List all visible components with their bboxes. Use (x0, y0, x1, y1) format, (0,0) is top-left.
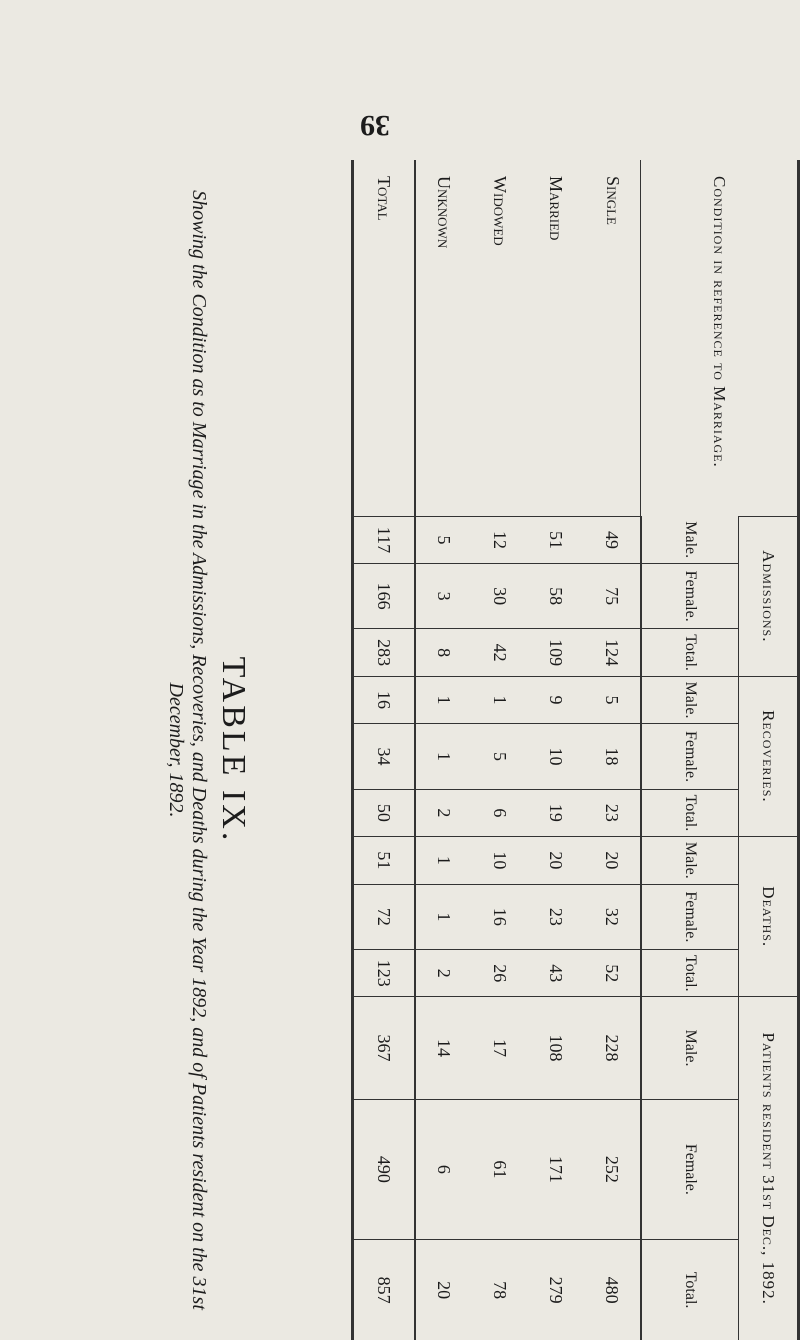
cell: 109 (528, 629, 584, 676)
cell: 10 (528, 724, 584, 789)
cell: 3 (415, 563, 472, 628)
cell: 279 (528, 1240, 584, 1340)
cell: 32 (584, 884, 641, 949)
cell: 20 (415, 1240, 472, 1340)
subhead-total: Total. (641, 950, 739, 997)
cell: 857 (353, 1240, 416, 1340)
cell: 1 (415, 724, 472, 789)
cell: 117 (353, 517, 416, 564)
subhead-male: Male. (641, 517, 739, 564)
cell: 52 (584, 950, 641, 997)
data-table-wrap (260, 160, 800, 1340)
cell: 61 (472, 1099, 528, 1240)
cell: 10 (472, 837, 528, 885)
group-patients-resident: Patients resident 31st Dec., 1892. (739, 997, 799, 1340)
subhead-male: Male. (641, 676, 739, 724)
cell: 20 (528, 837, 584, 885)
cell: 5 (472, 724, 528, 789)
cell: 1 (415, 837, 472, 885)
cell: 108 (528, 997, 584, 1099)
cell: 8 (415, 629, 472, 676)
marriage-condition-table (351, 160, 800, 1340)
cell: 23 (528, 884, 584, 949)
cell: 12 (472, 517, 528, 564)
cell: 228 (584, 997, 641, 1099)
cell: 20 (584, 837, 641, 885)
total-label: Total (353, 160, 416, 517)
cell: 75 (584, 563, 641, 628)
cell: 1 (415, 676, 472, 724)
table-title: TABLE IX. (215, 656, 252, 844)
cell: 5 (415, 517, 472, 564)
cell: 16 (472, 884, 528, 949)
cell: 2 (415, 789, 472, 836)
cell: 19 (528, 789, 584, 836)
cell: 6 (472, 789, 528, 836)
cell: 1 (415, 884, 472, 949)
cell: 58 (528, 563, 584, 628)
cell: 42 (472, 629, 528, 676)
cell: 50 (353, 789, 416, 836)
subhead-female: Female. (641, 563, 739, 628)
cell: 26 (472, 950, 528, 997)
table-row (472, 160, 528, 1340)
cell: 490 (353, 1099, 416, 1240)
subhead-female: Female. (641, 884, 739, 949)
cell: 78 (472, 1240, 528, 1340)
cell: 480 (584, 1240, 641, 1340)
cell: 72 (353, 884, 416, 949)
cell: 18 (584, 724, 641, 789)
cell: 2 (415, 950, 472, 997)
subhead-total: Total. (641, 1240, 739, 1340)
page-number: 39 (360, 109, 390, 142)
table-caption: Showing the Condition as to Marriage in the Admissions, Recoveries, and Deaths during the Year 1892, and of Patients resident on the 31st December, 1892. (165, 190, 210, 1310)
table-row (415, 160, 472, 1340)
cell: 51 (353, 837, 416, 885)
total-row (353, 160, 416, 1340)
cell: 51 (528, 517, 584, 564)
cell: 171 (528, 1099, 584, 1240)
subhead-total: Total. (641, 789, 739, 836)
group-admissions: Admissions. (739, 517, 799, 677)
subhead-female: Female. (641, 1099, 739, 1240)
cell: 14 (415, 997, 472, 1099)
cell: 23 (584, 789, 641, 836)
cell: 283 (353, 629, 416, 676)
cell: 166 (353, 563, 416, 628)
subhead-male: Male. (641, 997, 739, 1099)
row-label: Single (602, 176, 623, 225)
group-deaths: Deaths. (739, 837, 799, 997)
cell: 16 (353, 676, 416, 724)
row-label: Widowed (490, 176, 511, 246)
cell: 367 (353, 997, 416, 1099)
group-recoveries: Recoveries. (739, 676, 799, 836)
subhead-female: Female. (641, 724, 739, 789)
subhead-male: Male. (641, 837, 739, 885)
rotated-page (160, 160, 800, 1340)
table-row (528, 160, 584, 1340)
cell: 9 (528, 676, 584, 724)
cell: 43 (528, 950, 584, 997)
row-label: Married (546, 176, 567, 241)
cell: 34 (353, 724, 416, 789)
cell: 124 (584, 629, 641, 676)
row-label: Unknown (434, 176, 455, 249)
stub-header: Condition in reference to Marriage. (641, 160, 799, 517)
cell: 123 (353, 950, 416, 997)
cell: 30 (472, 563, 528, 628)
subhead-total: Total. (641, 629, 739, 676)
cell: 5 (584, 676, 641, 724)
cell: 1 (472, 676, 528, 724)
cell: 6 (415, 1099, 472, 1240)
cell: 17 (472, 997, 528, 1099)
table-row (584, 160, 641, 1340)
cell: 49 (584, 517, 641, 564)
cell: 252 (584, 1099, 641, 1240)
